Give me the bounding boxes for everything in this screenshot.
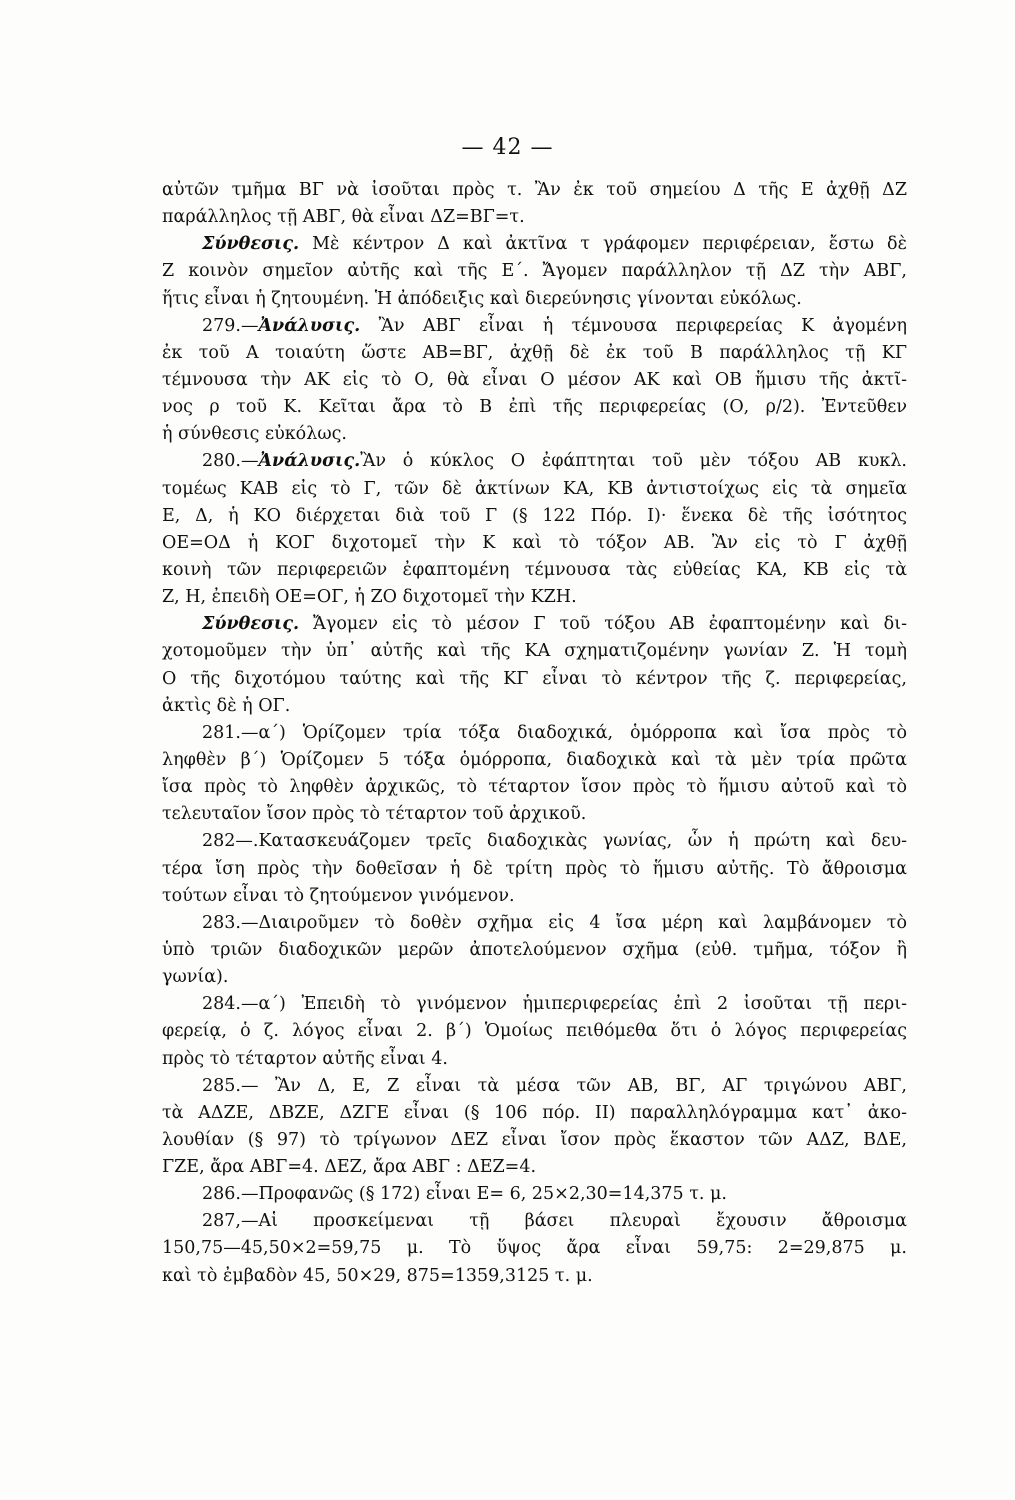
text-line (162, 340, 907, 367)
line-text: ἥτις εἶναι ἡ ζητουμένη. Ἡ ἀπόδειξις καὶ διερεύνησις γίνονται εὐκόλως. (162, 288, 802, 309)
text-line (162, 204, 907, 231)
problem-number: 280.— (202, 451, 259, 472)
text-line (162, 448, 907, 475)
line-text: τομέως ΚΑΒ εἰς τὸ Γ, τῶν δὲ ἀκτίνων ΚΑ, ΚΒ ἀντιστοίχως εἰς τὰ σημεῖα (162, 478, 907, 499)
line-text: γωνία). (162, 967, 229, 988)
text-line (162, 1046, 907, 1073)
section-label: Ἀνάλυσις. (258, 451, 361, 472)
line-text: τέμνουσα τὴν ΑΚ εἰς τὸ Ο, θὰ εἶναι Ο μέσον ΑΚ καὶ ΟΒ ἥμισυ τῆς ἀκτῖ- (162, 369, 907, 390)
line-text: ὑπὸ τριῶν διαδοχικῶν μερῶν ἀποτελούμενον σχῆμα (εὐθ. τμῆμα, τόξον ἢ (162, 939, 907, 960)
page-number: — 42 — (461, 135, 554, 160)
line-text: ληφθὲν β΄) Ὁρίζομεν 5 τόξα ὁμόρροπα, διαδοχικὰ καὶ τὰ μὲν τρία πρῶτα (162, 749, 907, 770)
text-line (162, 964, 907, 991)
line-text: χοτομοῦμεν τὴν ὑπ᾽ αὐτῆς καὶ τῆς ΚΑ σχηματιζομένην γωνίαν Ζ. Ἡ τομὴ (162, 641, 907, 662)
line-text: ΟΕ=ΟΔ ἡ ΚΟΓ διχοτομεῖ τὴν Κ καὶ τὸ τόξον ΑΒ. Ἂν εἰς τὸ Γ ἀχθῇ (162, 532, 907, 553)
section-label: Σύνθεσις. (202, 614, 300, 635)
text-line (162, 177, 907, 204)
text-line (162, 774, 907, 801)
line-text: α΄) Ὁρίζομεν τρία τόξα διαδοχικά, ὁμόρροπα καὶ ἴσα πρὸς τὸ (258, 722, 907, 743)
line-text: τούτων εἶναι τὸ ζητούμενον γινόμενον. (162, 885, 515, 906)
text-line (162, 1181, 907, 1208)
text-line (162, 747, 907, 774)
line-text: τὰ ΑΔΖΕ, ΔΒΖΕ, ΔΖΓΕ εἶναι (§ 106 πόρ. ΙΙ) παραλληλόγραμμα κατ᾽ ἀκο- (162, 1102, 907, 1123)
text-line (162, 476, 907, 503)
section-label: Σύνθεσις. (202, 234, 300, 255)
line-text: Μὲ κέντρον Δ καὶ ἀκτῖνα τ γράφομεν περιφέρειαν, ἔστω δὲ (299, 234, 907, 255)
problem-number: 281.— (202, 722, 259, 743)
line-text: ἐκ τοῦ Α τοιαύτη ὥστε ΑΒ=ΒΓ, ἀχθῇ δὲ ἐκ τοῦ Β παράλληλος τῇ ΚΓ (162, 342, 907, 363)
text-line (162, 801, 907, 828)
line-text: κοινὴ τῶν περιφερειῶν ἐφαπτομένη τέμνουσα τὰς εὐθείας ΚΑ, ΚΒ εἰς τὰ (162, 559, 907, 580)
line-text: 150,75—45,50×2=59,75 μ. Τὸ ὕψος ἄρα εἶναι 59,75: 2=29,875 μ. (162, 1238, 907, 1259)
text-line (162, 991, 907, 1018)
text-line (162, 1154, 907, 1181)
text-line (162, 231, 907, 258)
problem-number: 286.— (202, 1184, 259, 1205)
problem-number: 287,— (202, 1211, 259, 1232)
text-line (162, 856, 907, 883)
line-text: παράλληλος τῇ ΑΒΓ, θὰ εἶναι ΔΖ=ΒΓ=τ. (162, 207, 525, 228)
line-text: λουθίαν (§ 97) τὸ τρίγωνον ΔΕΖ εἶναι ἴσον πρὸς ἕκαστον τῶν ΑΔΖ, ΒΔΕ, (162, 1129, 907, 1150)
text-line (162, 1263, 907, 1290)
page-body (162, 177, 907, 1290)
text-line (162, 367, 907, 394)
line-text: Ε, Δ, ἡ ΚΟ διέρχεται διὰ τοῦ Γ (§ 122 Πόρ. Ι)· ἕνεκα δὲ τῆς ἰσότητος (162, 505, 907, 526)
line-text: τέρα ἴση πρὸς τὴν δοθεῖσαν ἡ δὲ τρίτη πρὸς τὸ ἥμισυ αὐτῆς. Τὸ ἄθροισμα (162, 858, 907, 879)
text-line (162, 421, 907, 448)
text-line (162, 1127, 907, 1154)
line-text: Διαιροῦμεν τὸ δοθὲν σχῆμα εἰς 4 ἴσα μέρη καὶ λαμβάνομεν τὸ (258, 912, 907, 933)
line-text: νος ρ τοῦ Κ. Κεῖται ἄρα τὸ Β ἐπὶ τῆς περιφερείας (Ο, ρ/2). Ἐντεῦθεν (162, 397, 907, 418)
line-text: πρὸς τὸ τέταρτον αὐτῆς εἶναι 4. (162, 1048, 448, 1069)
text-line (162, 720, 907, 747)
text-line (162, 638, 907, 665)
text-line (162, 693, 907, 720)
line-text: Αἱ προσκείμεναι τῇ βάσει πλευραὶ ἔχουσιν ἄθροισμα (258, 1211, 907, 1232)
problem-number: 282— (202, 831, 253, 852)
line-text: α΄) Ἐπειδὴ τὸ γινόμενον ἡμιπεριφερείας ἐπὶ 2 ἰσοῦται τῇ περι- (258, 994, 907, 1015)
line-text: Ἄγομεν εἰς τὸ μέσον Γ τοῦ τόξου ΑΒ ἐφαπτομένην καὶ δι- (299, 614, 907, 635)
line-text: αὐτῶν τμῆμα ΒΓ νὰ ἰσοῦται πρὸς τ. Ἂν ἐκ τοῦ σημείου Δ τῆς Ε ἀχθῇ ΔΖ (162, 180, 907, 200)
problem-number: 283.— (202, 912, 259, 933)
line-text: Ζ κοινὸν σημεῖον αὐτῆς καὶ τῆς Ε΄. Ἄγομεν παράλληλον τῇ ΔΖ τὴν ΑΒΓ, (162, 261, 907, 282)
line-text: .Κατασκευάζομεν τρεῖς διαδοχικὰς γωνίας, ὧν ἡ πρώτη καὶ δευ- (252, 831, 907, 852)
text-line (162, 1018, 907, 1045)
text-line (162, 1073, 907, 1100)
line-text: ἴσα πρὸς τὸ ληφθὲν ἀρχικῶς, τὸ τέταρτον ἴσον πρὸς τὸ ἥμισυ αὐτοῦ καὶ τὸ (162, 777, 907, 798)
line-text: Ἂν Δ, Ε, Ζ εἶναι τὰ μέσα τῶν ΑΒ, ΒΓ, ΑΓ τριγώνου ΑΒΓ, (258, 1075, 907, 1096)
text-line (162, 910, 907, 937)
text-line (162, 286, 907, 313)
text-line (162, 1235, 907, 1262)
text-line (162, 828, 907, 855)
line-text: Ζ, Η, ἐπειδὴ ΟΕ=ΟΓ, ἡ ΖΟ διχοτομεῖ τὴν ΚΖΗ. (162, 587, 577, 608)
text-line (162, 258, 907, 285)
text-line (162, 883, 907, 910)
line-text: ἀκτὶς δὲ ἡ ΟΓ. (162, 695, 291, 716)
line-text: Ἂν ὁ κύκλος Ο ἐφάπτηται τοῦ μὲν τόξου ΑΒ κυκλ. (360, 451, 907, 472)
text-line (162, 1208, 907, 1235)
line-text: ἡ σύνθεσις εὐκόλως. (162, 424, 347, 445)
line-text: καὶ τὸ ἐμβαδὸν 45, 50×29, 875=1359,3125 τ. μ. (162, 1265, 593, 1286)
text-line (162, 611, 907, 638)
section-label: Ἀνάλυσις. (258, 315, 361, 336)
text-line (162, 557, 907, 584)
line-text: Ἂν ΑΒΓ εἶναι ἡ τέμνουσα περιφερείας Κ ἀγομένη (360, 315, 907, 336)
text-line (162, 394, 907, 421)
text-line (162, 666, 907, 693)
text-line (162, 530, 907, 557)
text-line (162, 584, 907, 611)
line-text: Ο τῆς διχοτόμου ταύτης καὶ τῆς ΚΓ εἶναι τὸ κέντρον τῆς ζ. περιφερείας, (162, 668, 907, 689)
text-line (162, 937, 907, 964)
line-text: ΓΖΕ, ἄρα ΑΒΓ=4. ΔΕΖ, ἄρα ΑΒΓ : ΔΕΖ=4. (162, 1157, 537, 1178)
line-text: Προφανῶς (§ 172) εἶναι Ε= 6, 25×2,30=14,375 τ. μ. (258, 1184, 727, 1205)
text-line (162, 313, 907, 340)
line-text: τελευταῖον ἴσον πρὸς τὸ τέταρτον τοῦ ἀρχικοῦ. (162, 804, 587, 825)
text-line (162, 503, 907, 530)
problem-number: 284.— (202, 994, 259, 1015)
text-line (162, 1100, 907, 1127)
line-text: φερείᾳ, ὁ ζ. λόγος εἶναι 2. β΄) Ὁμοίως πειθόμεθα ὅτι ὁ λόγος περιφερείας (162, 1021, 907, 1042)
problem-number: 279.— (202, 315, 259, 336)
problem-number: 285.— (202, 1075, 259, 1096)
